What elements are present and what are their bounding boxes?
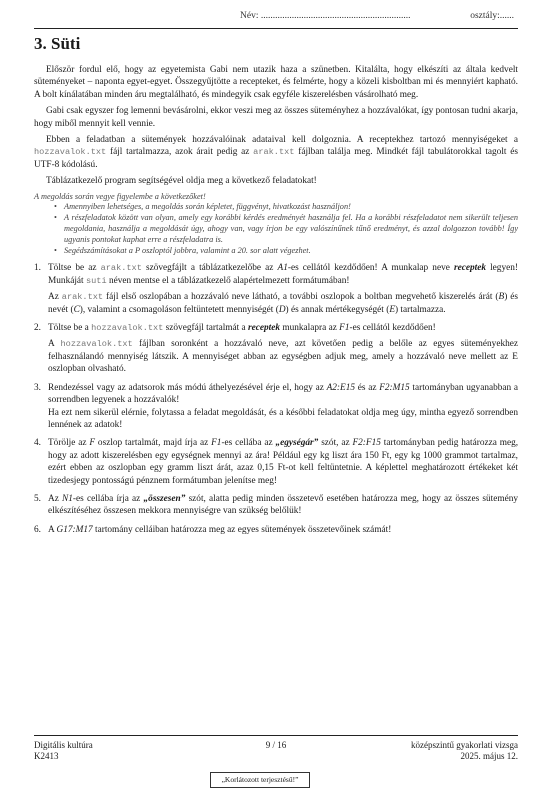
range-ref: F2:M15 [379,382,410,393]
keyword: „egységár” [275,438,319,449]
cell-ref: A1 [277,263,288,274]
task-3 [34,382,518,432]
restricted-stamp: „Korlátozott terjesztésű!” [210,772,310,788]
intro-paragraph-1: Először fordul elő, hogy az egyetemista Gabi nem utazik haza a szünetben. Kitalálta, hogy elkészíti az általa kedvelt süteményeket – naponta egyet-egyet. Összegyűjtötte a recepteket, és felmérte, hogy a közeli kisboltban mi és mennyiért kapható. A bolt kínálatában minden áru megtalálható, és mindegyik csak egyféle kiszerelésben vásárolható meg. [34,65,518,100]
page-header [240,11,514,21]
task-subtext: Az arak.txt fájl első oszlopában a hozzávaló neve látható, a további oszlopok a boltban megvehető kiszerelés árát (B) és nevét (C), valamint a csomagoláson feltüntetett mennyiségét (D) és annak mértékegységét (E) tartalmazza. [48,292,518,315]
filename-arak: arak.txt [253,147,295,158]
task-text: A G17:M17 tartomány celláiban határozza meg az egyes sütemények összetevőinek számát! [48,524,392,535]
note-item: • Segédszámításokat a P oszloptól jobbra, valamint a 20. sor alatt végezhet. [64,246,518,257]
intro-paragraph-3: Ebben a feladatban a sütemények hozzávalóinak adataival kell dolgoznia. A receptekhez tartozó mennyiségeket a hozzavalok.txt fájl tartalmazza, azok árait pedig az arak.txt fájlban találja meg. Mindkét fájl tabulátorokkal tagolt és UTF-8 kódolású. [34,135,519,170]
range-ref: G17:M17 [56,524,93,535]
filename-hozzavalok: hozzavalok.txt [34,147,107,158]
task-6 [34,524,518,536]
task-4 [34,437,518,487]
cell-ref: F1 [211,438,222,449]
range-ref: F2:F15 [352,438,381,449]
task-5 [34,493,518,518]
footer-code: K2413 [34,751,59,761]
name-field-label: Név: ............................................................... [240,11,411,21]
footer-subject: Digitális kultúra [34,740,93,750]
intro-paragraph-4: Táblázatkezelő program segítségével oldja meg a következő feladatokat! [46,176,317,187]
footer-exam-level: középszintű gyakorlati vizsga [411,740,518,750]
task-number: 5. [34,493,41,504]
cell-ref: F1 [339,323,350,334]
task-1 [34,262,518,316]
task-number: 2. [34,323,41,334]
document-body [34,64,518,542]
task-text: Töltse be a hozzavalok.txt szövegfájl tartalmát a receptek munkalapra az F1-es cellától kezdődően! [48,323,436,334]
keyword: „összesen” [143,493,186,504]
note-item: • Amennyiben lehetséges, a megoldás során képletet, függvényt, hivatkozást használjon! [64,202,518,213]
task-number: 4. [34,438,41,449]
section-title: 3. Süti [34,34,81,53]
column-ref: F [89,438,96,449]
notes-list [34,202,518,256]
notes-heading: A megoldás során vegye figyelembe a következőket! [34,191,206,201]
footer-date: 2025. május 12. [460,751,518,761]
task-list [34,262,518,536]
page-number: 9 / 16 [265,740,287,750]
task-number: 1. [34,263,41,274]
filename: arak.txt [100,263,142,274]
task-2 [34,322,518,376]
task-text-continued: Ha ezt nem sikerül elérnie, folytassa a feladat megoldását, és a későbbi feladatokat oldja meg úgy, mintha egyező sorrendben lennének az adatok! [48,407,518,430]
cell-ref: N1 [62,493,73,504]
filename: arak.txt [61,292,104,303]
footer-rule [34,735,518,736]
solution-notes [34,192,518,257]
task-subtext: A hozzavalok.txt fájlban soronként a hozzávaló neve, azt követően pedig a belőle az egyes süteményekhez felhasználandó mennyiség látszik. A mennyiséget abban az egységben adjuk meg, amely a hozzávaló neve mellett az E oszlopban olvasható. [48,339,518,375]
filename: hozzavalok.txt [60,339,133,350]
header-rule [34,28,518,29]
filename: hozzavalok.txt [91,323,164,334]
task-text: Töltse be az arak.txt szövegfájlt a táblázatkezelőbe az A1-es cellától kezdődően! A munkalap neve receptek legyen! Munkáját suti néven mentse el a táblázatkezelő alapértelmezett formátumában! [48,263,518,286]
task-text: Az N1-es cellába írja az „összesen” szót, alatta pedig minden összetevő esetében határozza meg, hogy az összes sütemény elkészítéséhez összesen mekkora mennyiségre van szükség belőlük! [48,493,519,517]
class-field-label: osztály:...... [470,11,514,21]
task-text: Rendezéssel vagy az adatsorok más módú áthelyezésével érje el, hogy az A2:E15 és az F2:M15 tartományban ugyanabban a sorrendben legyenek a hozzávalók! [48,382,519,406]
save-name: suti [85,275,107,286]
note-item: • A részfeladatok között van olyan, amely egy korábbi kérdés eredményét használja fel. Ha a korábbi részfeladatot nem sikerült teljesen megoldania, használja a megoldását úgy, ahogy van, vagy írjon be egy valószínűnek tűnő eredményt, és azzal dolgozzon tovább! Így ugyanis pontokat kaphat erre a részfeladatra is. [64,213,518,245]
task-number: 6. [34,524,41,535]
range-ref: A2:E15 [326,382,355,393]
task-number: 3. [34,382,41,393]
sheet-name: receptek [453,263,486,274]
task-text: Törölje az F oszlop tartalmát, majd írja az F1-es cellába az „egységár” szót, az F2:F15 tartományban pedig határozza meg, hogy az adott kiszerelésben egy egységnek mennyi az ára! Például egy kg liszt ára 150 Ft, egy kg 1000 grammot tartalmaz, ezért ebben az oszlopban egy gramm liszt árát, azaz 0,15 Ft-ot kell feltüntetnie. A képlettel meghatározott értékeket két tizedesjegy pontosságú pénznem formátumban jelenítse meg! [48,438,519,486]
intro-paragraph-2: Gabi csak egyszer fog lemenni bevásárolni, ekkor veszi meg az összes süteményhez a hozzávalókat, így pontosan tudni akarja, hogy miből mennyit kell vennie. [34,106,518,129]
sheet-name: receptek [248,323,281,334]
